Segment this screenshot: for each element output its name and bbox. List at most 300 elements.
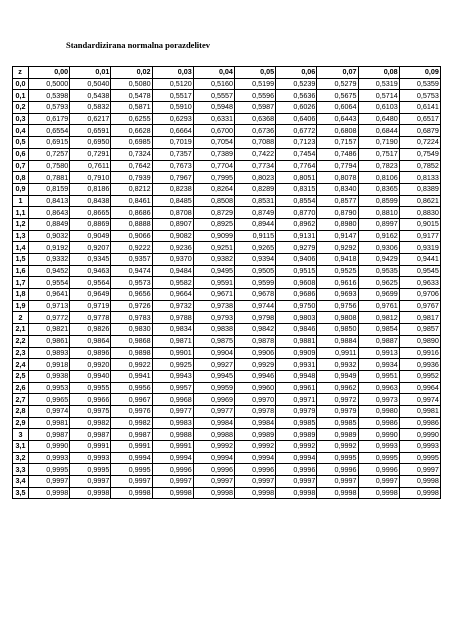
table-cell: 0,9664 (152, 289, 193, 301)
table-row (13, 452, 441, 464)
column-header: 0,03 (152, 67, 193, 79)
row-z-value: 1,1 (13, 207, 29, 219)
table-cell: 0,9995 (399, 452, 440, 464)
table-row (13, 300, 441, 312)
table-cell: 0,9830 (111, 324, 152, 336)
table-cell: 0,8790 (317, 207, 358, 219)
table-cell: 0,9973 (358, 394, 399, 406)
table-cell: 0,6950 (70, 137, 111, 149)
z-table (12, 66, 441, 499)
table-cell: 0,7486 (317, 148, 358, 160)
table-cell: 0,9032 (29, 230, 70, 242)
table-row (13, 476, 441, 488)
table-cell: 0,9998 (234, 487, 275, 499)
table-cell: 0,8621 (399, 195, 440, 207)
table-cell: 0,8729 (193, 207, 234, 219)
table-cell: 0,8461 (111, 195, 152, 207)
table-cell: 0,9015 (399, 218, 440, 230)
table-cell: 0,9887 (358, 335, 399, 347)
table-cell: 0,9987 (29, 429, 70, 441)
table-cell: 0,9192 (29, 242, 70, 254)
table-cell: 0,9979 (276, 405, 317, 417)
table-cell: 0,9236 (152, 242, 193, 254)
table-row (13, 370, 441, 382)
table-cell: 0,9452 (29, 265, 70, 277)
row-z-value: 0,4 (13, 125, 29, 137)
table-cell: 0,8907 (152, 218, 193, 230)
table-cell: 0,9881 (276, 335, 317, 347)
table-cell: 0,7852 (399, 160, 440, 172)
table-cell: 0,8686 (111, 207, 152, 219)
table-cell: 0,9279 (276, 242, 317, 254)
table-cell: 0,6443 (317, 113, 358, 125)
table-cell: 0,6293 (152, 113, 193, 125)
table-cell: 0,9591 (193, 277, 234, 289)
row-z-value: 1,2 (13, 218, 29, 230)
table-cell: 0,6480 (358, 113, 399, 125)
table-cell: 0,9732 (152, 300, 193, 312)
table-row (13, 160, 441, 172)
table-cell: 0,8643 (29, 207, 70, 219)
table-cell: 0,9932 (317, 359, 358, 371)
table-cell: 0,8212 (111, 183, 152, 195)
table-cell: 0,9292 (317, 242, 358, 254)
table-cell: 0,8980 (317, 218, 358, 230)
table-cell: 0,9868 (111, 335, 152, 347)
table-cell: 0,9987 (111, 429, 152, 441)
table-cell: 0,9998 (152, 487, 193, 499)
table-cell: 0,9994 (152, 452, 193, 464)
table-cell: 0,9066 (111, 230, 152, 242)
table-row (13, 148, 441, 160)
table-cell: 0,9821 (29, 324, 70, 336)
table-cell: 0,9875 (193, 335, 234, 347)
table-cell: 0,9884 (317, 335, 358, 347)
table-cell: 0,9998 (70, 487, 111, 499)
table-cell: 0,9996 (193, 464, 234, 476)
table-cell: 0,9382 (193, 254, 234, 266)
table-row (13, 125, 441, 137)
table-cell: 0,9418 (317, 254, 358, 266)
table-cell: 0,9857 (399, 324, 440, 336)
table-cell: 0,9994 (276, 452, 317, 464)
table-cell: 0,9993 (358, 441, 399, 453)
row-z-value: 1,3 (13, 230, 29, 242)
table-cell: 0,8289 (234, 183, 275, 195)
column-header: 0,04 (193, 67, 234, 79)
table-cell: 0,9817 (399, 312, 440, 324)
row-z-value: 0,3 (13, 113, 29, 125)
table-cell: 0,8830 (399, 207, 440, 219)
table-cell: 0,8133 (399, 172, 440, 184)
table-cell: 0,7054 (193, 137, 234, 149)
row-z-value: 1,8 (13, 289, 29, 301)
table-cell: 0,9998 (399, 476, 440, 488)
table-cell: 0,7642 (111, 160, 152, 172)
table-cell: 0,6406 (276, 113, 317, 125)
table-row (13, 218, 441, 230)
table-cell: 0,9896 (70, 347, 111, 359)
table-cell: 0,8531 (234, 195, 275, 207)
table-cell: 0,5279 (317, 78, 358, 90)
table-cell: 0,8078 (317, 172, 358, 184)
table-row (13, 78, 441, 90)
table-cell: 0,9927 (193, 359, 234, 371)
table-cell: 0,7088 (234, 137, 275, 149)
table-cell: 0,9177 (399, 230, 440, 242)
table-cell: 0,9713 (29, 300, 70, 312)
table-cell: 0,8944 (234, 218, 275, 230)
table-cell: 0,5120 (152, 78, 193, 90)
table-cell: 0,5871 (111, 102, 152, 114)
table-cell: 0,8770 (276, 207, 317, 219)
table-cell: 0,9861 (29, 335, 70, 347)
table-cell: 0,9997 (152, 476, 193, 488)
table-cell: 0,8485 (152, 195, 193, 207)
row-z-value: 3,3 (13, 464, 29, 476)
table-cell: 0,9966 (70, 394, 111, 406)
table-cell: 0,9943 (152, 370, 193, 382)
table-cell: 0,6628 (111, 125, 152, 137)
table-cell: 0,9941 (111, 370, 152, 382)
table-cell: 0,8023 (234, 172, 275, 184)
table-cell: 0,9993 (70, 452, 111, 464)
table-cell: 0,5948 (193, 102, 234, 114)
table-cell: 0,9945 (193, 370, 234, 382)
table-cell: 0,9616 (317, 277, 358, 289)
table-cell: 0,9991 (70, 441, 111, 453)
table-cell: 0,7794 (317, 160, 358, 172)
table-cell: 0,9938 (29, 370, 70, 382)
table-cell: 0,9986 (358, 417, 399, 429)
table-cell: 0,9842 (234, 324, 275, 336)
table-cell: 0,9976 (111, 405, 152, 417)
table-cell: 0,6554 (29, 125, 70, 137)
table-cell: 0,8315 (276, 183, 317, 195)
table-cell: 0,9997 (70, 476, 111, 488)
table-cell: 0,9599 (234, 277, 275, 289)
column-header: 0,01 (70, 67, 111, 79)
table-cell: 0,9990 (358, 429, 399, 441)
table-cell: 0,7224 (399, 137, 440, 149)
table-cell: 0,9798 (234, 312, 275, 324)
table-cell: 0,7357 (152, 148, 193, 160)
table-cell: 0,9319 (399, 242, 440, 254)
table-row (13, 382, 441, 394)
table-cell: 0,8238 (152, 183, 193, 195)
table-cell: 0,8665 (70, 207, 111, 219)
table-cell: 0,8869 (70, 218, 111, 230)
table-cell: 0,7019 (152, 137, 193, 149)
table-row (13, 464, 441, 476)
table-cell: 0,9998 (358, 487, 399, 499)
table-cell: 0,9783 (111, 312, 152, 324)
table-cell: 0,9890 (399, 335, 440, 347)
table-cell: 0,6591 (70, 125, 111, 137)
column-header: 0,00 (29, 67, 70, 79)
table-cell: 0,9251 (193, 242, 234, 254)
table-cell: 0,7611 (70, 160, 111, 172)
table-cell: 0,9991 (111, 441, 152, 453)
table-cell: 0,9515 (276, 265, 317, 277)
table-cell: 0,9994 (193, 452, 234, 464)
row-z-value: 1 (13, 195, 29, 207)
table-cell: 0,5000 (29, 78, 70, 90)
table-cell: 0,9846 (276, 324, 317, 336)
table-cell: 0,6517 (399, 113, 440, 125)
table-cell: 0,6217 (70, 113, 111, 125)
table-row (13, 394, 441, 406)
table-cell: 0,9985 (317, 417, 358, 429)
table-cell: 0,8997 (358, 218, 399, 230)
table-cell: 0,9147 (317, 230, 358, 242)
table-cell: 0,9573 (111, 277, 152, 289)
row-z-value: 1,6 (13, 265, 29, 277)
table-cell: 0,9625 (358, 277, 399, 289)
table-cell: 0,9925 (152, 359, 193, 371)
table-cell: 0,9957 (152, 382, 193, 394)
table-cell: 0,6772 (276, 125, 317, 137)
table-cell: 0,9633 (399, 277, 440, 289)
table-row (13, 102, 441, 114)
table-cell: 0,9901 (152, 347, 193, 359)
table-cell: 0,9964 (399, 382, 440, 394)
table-cell: 0,7734 (234, 160, 275, 172)
table-cell: 0,6915 (29, 137, 70, 149)
table-cell: 0,6736 (234, 125, 275, 137)
table-cell: 0,9641 (29, 289, 70, 301)
table-row (13, 417, 441, 429)
table-cell: 0,9996 (276, 464, 317, 476)
table-cell: 0,6103 (358, 102, 399, 114)
table-cell: 0,9963 (358, 382, 399, 394)
table-row (13, 347, 441, 359)
table-cell: 0,9582 (152, 277, 193, 289)
table-cell: 0,7967 (152, 172, 193, 184)
table-cell: 0,9545 (399, 265, 440, 277)
table-cell: 0,6985 (111, 137, 152, 149)
table-cell: 0,7910 (70, 172, 111, 184)
table-cell: 0,9744 (234, 300, 275, 312)
row-z-value: 0,7 (13, 160, 29, 172)
table-cell: 0,9554 (29, 277, 70, 289)
table-cell: 0,6255 (111, 113, 152, 125)
table-cell: 0,5239 (276, 78, 317, 90)
table-row (13, 312, 441, 324)
table-cell: 0,9960 (234, 382, 275, 394)
table-cell: 0,5714 (358, 90, 399, 102)
table-cell: 0,9959 (193, 382, 234, 394)
table-cell: 0,9984 (193, 417, 234, 429)
table-cell: 0,8554 (276, 195, 317, 207)
table-cell: 0,9608 (276, 277, 317, 289)
table-row (13, 195, 441, 207)
table-cell: 0,9956 (111, 382, 152, 394)
table-cell: 0,5910 (152, 102, 193, 114)
table-cell: 0,7549 (399, 148, 440, 160)
table-cell: 0,9936 (399, 359, 440, 371)
table-cell: 0,9984 (234, 417, 275, 429)
table-cell: 0,9952 (399, 370, 440, 382)
table-cell: 0,9306 (358, 242, 399, 254)
table-cell: 0,9525 (317, 265, 358, 277)
table-cell: 0,9996 (358, 464, 399, 476)
table-cell: 0,9934 (358, 359, 399, 371)
table-cell: 0,9931 (276, 359, 317, 371)
table-cell: 0,9918 (29, 359, 70, 371)
table-cell: 0,9394 (234, 254, 275, 266)
table-cell: 0,9535 (358, 265, 399, 277)
table-cell: 0,9656 (111, 289, 152, 301)
column-header: 0,07 (317, 67, 358, 79)
table-cell: 0,7823 (358, 160, 399, 172)
row-z-value: 0,5 (13, 137, 29, 149)
table-cell: 0,9979 (317, 405, 358, 417)
row-z-value: 2,5 (13, 370, 29, 382)
table-cell: 0,9991 (152, 441, 193, 453)
table-cell: 0,8810 (358, 207, 399, 219)
row-z-value: 2,7 (13, 394, 29, 406)
row-z-value: 0,6 (13, 148, 29, 160)
table-cell: 0,5359 (399, 78, 440, 90)
table-cell: 0,5987 (234, 102, 275, 114)
table-row (13, 265, 441, 277)
table-cell: 0,7257 (29, 148, 70, 160)
table-cell: 0,9429 (358, 254, 399, 266)
table-cell: 0,6331 (193, 113, 234, 125)
table-cell: 0,9971 (276, 394, 317, 406)
table-row (13, 254, 441, 266)
table-cell: 0,9997 (111, 476, 152, 488)
table-cell: 0,9994 (111, 452, 152, 464)
table-cell: 0,7157 (317, 137, 358, 149)
table-cell: 0,5793 (29, 102, 70, 114)
table-cell: 0,9162 (358, 230, 399, 242)
table-cell: 0,7995 (193, 172, 234, 184)
column-header: 0,02 (111, 67, 152, 79)
table-cell: 0,5398 (29, 90, 70, 102)
table-cell: 0,8438 (70, 195, 111, 207)
table-cell: 0,9750 (276, 300, 317, 312)
table-cell: 0,9838 (193, 324, 234, 336)
table-cell: 0,9793 (193, 312, 234, 324)
table-cell: 0,9946 (234, 370, 275, 382)
table-cell: 0,9738 (193, 300, 234, 312)
table-cell: 0,9961 (276, 382, 317, 394)
table-cell: 0,9463 (70, 265, 111, 277)
table-cell: 0,5636 (276, 90, 317, 102)
table-cell: 0,7673 (152, 160, 193, 172)
table-cell: 0,5557 (193, 90, 234, 102)
table-cell: 0,8413 (29, 195, 70, 207)
table-cell: 0,9990 (29, 441, 70, 453)
table-row (13, 183, 441, 195)
table-cell: 0,9989 (317, 429, 358, 441)
table-cell: 0,9978 (234, 405, 275, 417)
table-cell: 0,8508 (193, 195, 234, 207)
table-cell: 0,9441 (399, 254, 440, 266)
table-cell: 0,9115 (234, 230, 275, 242)
row-z-value: 0,9 (13, 183, 29, 195)
table-cell: 0,7324 (111, 148, 152, 160)
table-cell: 0,8186 (70, 183, 111, 195)
table-cell: 0,9998 (111, 487, 152, 499)
table-row (13, 172, 441, 184)
table-cell: 0,6664 (152, 125, 193, 137)
table-cell: 0,7881 (29, 172, 70, 184)
table-cell: 0,9850 (317, 324, 358, 336)
table-cell: 0,9988 (152, 429, 193, 441)
table-cell: 0,9406 (276, 254, 317, 266)
column-header: 0,09 (399, 67, 440, 79)
row-z-value: 3 (13, 429, 29, 441)
table-cell: 0,9505 (234, 265, 275, 277)
table-cell: 0,6064 (317, 102, 358, 114)
table-cell: 0,9977 (152, 405, 193, 417)
table-cell: 0,8708 (152, 207, 193, 219)
table-cell: 0,8159 (29, 183, 70, 195)
table-cell: 0,9948 (276, 370, 317, 382)
row-z-value: 2,2 (13, 335, 29, 347)
table-cell: 0,9997 (317, 476, 358, 488)
table-cell: 0,5199 (234, 78, 275, 90)
row-z-value: 2,8 (13, 405, 29, 417)
table-cell: 0,9989 (234, 429, 275, 441)
table-cell: 0,9981 (29, 417, 70, 429)
table-cell: 0,9772 (29, 312, 70, 324)
table-cell: 0,9909 (276, 347, 317, 359)
table-cell: 0,9929 (234, 359, 275, 371)
table-cell: 0,9982 (111, 417, 152, 429)
table-cell: 0,9996 (234, 464, 275, 476)
table-cell: 0,9761 (358, 300, 399, 312)
table-cell: 0,9693 (317, 289, 358, 301)
table-cell: 0,9357 (111, 254, 152, 266)
table-row (13, 405, 441, 417)
table-cell: 0,9834 (152, 324, 193, 336)
table-cell: 0,7291 (70, 148, 111, 160)
table-cell: 0,7939 (111, 172, 152, 184)
table-cell: 0,7764 (276, 160, 317, 172)
table-cell: 0,8962 (276, 218, 317, 230)
table-cell: 0,5319 (358, 78, 399, 90)
table-cell: 0,8577 (317, 195, 358, 207)
table-cell: 0,9706 (399, 289, 440, 301)
table-cell: 0,9913 (358, 347, 399, 359)
table-row (13, 277, 441, 289)
table-cell: 0,8365 (358, 183, 399, 195)
table-cell: 0,8389 (399, 183, 440, 195)
corner-header: z (13, 67, 29, 79)
table-cell: 0,9995 (358, 452, 399, 464)
table-cell: 0,9812 (358, 312, 399, 324)
table-cell: 0,9678 (234, 289, 275, 301)
table-cell: 0,8264 (193, 183, 234, 195)
table-row (13, 441, 441, 453)
table-cell: 0,9994 (234, 452, 275, 464)
table-cell: 0,5040 (70, 78, 111, 90)
table-cell: 0,9986 (399, 417, 440, 429)
table-cell: 0,9982 (70, 417, 111, 429)
table-cell: 0,9996 (152, 464, 193, 476)
table-row (13, 359, 441, 371)
table-cell: 0,9898 (111, 347, 152, 359)
table-cell: 0,9649 (70, 289, 111, 301)
row-z-value: 1,7 (13, 277, 29, 289)
table-cell: 0,9972 (317, 394, 358, 406)
table-cell: 0,9981 (399, 405, 440, 417)
table-cell: 0,9955 (70, 382, 111, 394)
